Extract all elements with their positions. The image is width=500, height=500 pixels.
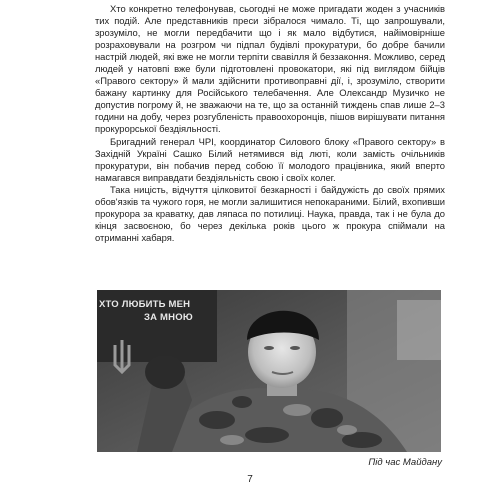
maidan-photo	[97, 290, 441, 452]
photo-banner-text-1: ХТО ЛЮБИТЬ МЕН	[99, 299, 191, 310]
photo-banner-text-2: ЗА МНОЮ	[144, 312, 193, 323]
body-text	[95, 3, 445, 244]
paragraph-1: Хто конкретно телефонував, сьогодні не може пригадати жоден з учасників тих подій. Але представників преси зібралося чимало. Ті, що запрошували, зрозуміло, не могли передбачити що і як мало відбутися, найімовірніше розраховували на розгром чи підпал будівлі прокуратури, бо добре бачили настрій людей, які вже не могли терпіти свавілля й беззаконня. Можливо, серед людей у натовпі вже були підготовлені провокатори, які під виглядом бійців «Правого сектору» й мали здійснити противоправні дії, і, зрозуміло, створити бажану картинку для Російського телебачення. Але Олександр Музичко не допустив погрому й, не зважаючи на те, що за останній тиждень спав лише 2–3 години на добу, через розгубленість правоохоронців, пішов вирішувати питання прокурорської бездіяльності.	[95, 3, 445, 135]
paragraph-3: Така ницість, відчуття цілковитої безкарності і байдужість до своїх прямих обов'язків та чужого горя, не могли залишитися непокараними. Білий, вхопивши прокурора за краватку, дав ляпаса по потилиці. Наука, правда, так і не була до кінця засвоєною, бо через декілька років цього ж прокура спіймали на отриманні хабаря.	[95, 183, 445, 243]
paragraph-2: Бригадний генерал ЧРІ, координатор Силового блоку «Правого сектору» в Західній Україні Сашко Білий нетямився від люті, коли замість очільників прокуратури, він побачив перед собою її молодого працівника, який вперто намагався виправдати бездіяльність свою і своїх колег.	[95, 135, 445, 183]
photo-caption: Під час Майдану	[368, 457, 442, 468]
page-number: 7	[247, 474, 253, 485]
